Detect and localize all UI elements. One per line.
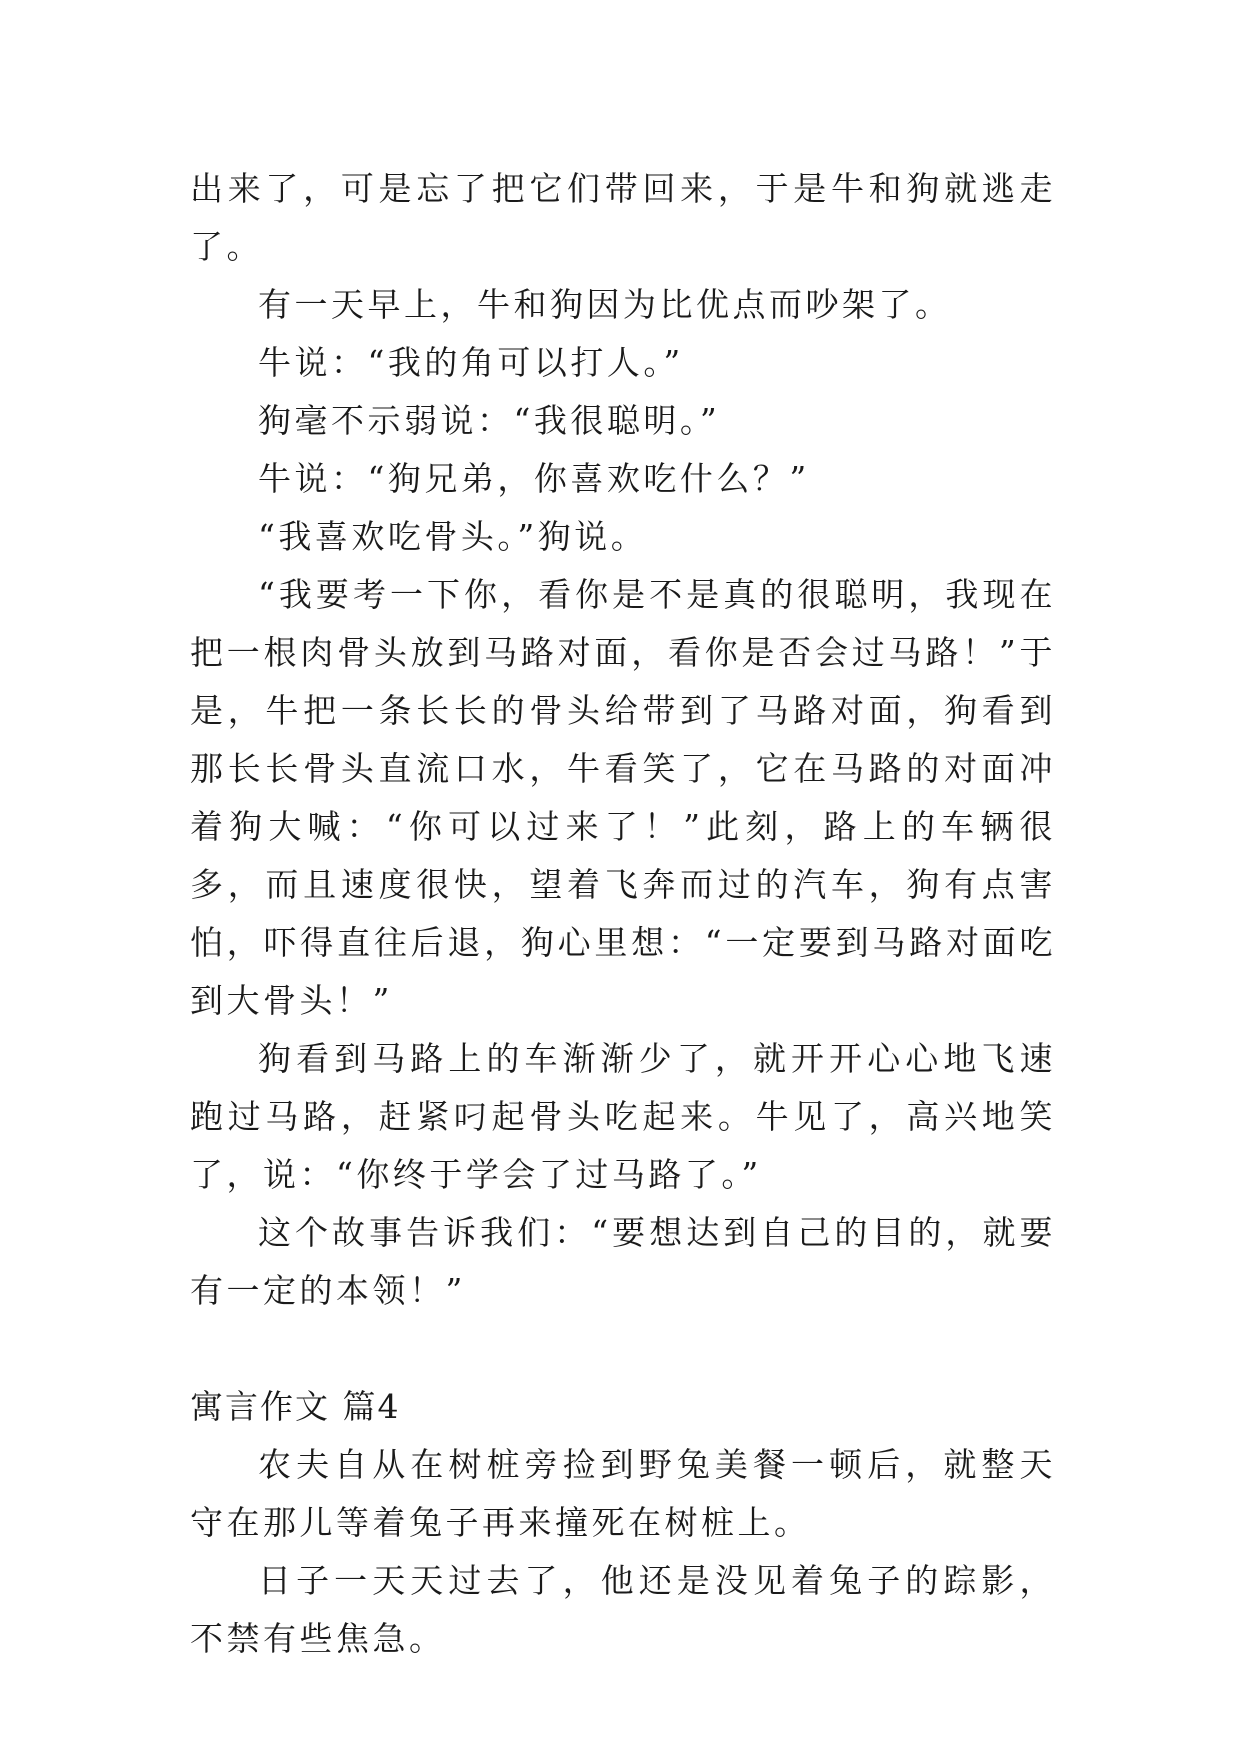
- paragraph: 日子一天天过去了，他还是没见着兔子的踪影，不禁有些焦急。: [190, 1561, 1056, 1658]
- paragraph: 狗毫不示弱说：“我很聪明。”: [258, 401, 721, 440]
- document-body: [190, 160, 1056, 1668]
- paragraph: 狗看到马路上的车渐渐少了，就开开心心地飞速跑过马路，赶紧叼起骨头吃起来。牛见了，高兴地笑了，说：“你终于学会了过马路了。”: [190, 1039, 1056, 1194]
- paragraph: 农夫自从在树桩旁捡到野兔美餐一顿后，就整天守在那儿等着兔子再来撞死在树桩上。: [190, 1445, 1056, 1542]
- paragraph: 牛说：“我的角可以打人。”: [258, 343, 684, 382]
- paragraph: 这个故事告诉我们：“要想达到自己的目的，就要有一定的本领！”: [190, 1213, 1056, 1310]
- paragraph: 有一天早上，牛和狗因为比优点而吵架了。: [258, 285, 952, 324]
- paragraph: “我喜欢吃骨头。”狗说。: [258, 517, 648, 556]
- paragraph: 出来了，可是忘了把它们带回来，于是牛和狗就逃走了。: [190, 169, 1056, 266]
- paragraph: “我要考一下你，看你是不是真的很聪明，我现在把一根肉骨头放到马路对面，看你是否会过马路！”于是，牛把一条长长的骨头给带到了马路对面，狗看到那长长骨头直流口水，牛看笑了，它在马路的对面冲着狗大喊：“你可以过来了！”此刻，路上的车辆很多，而且速度很快，望着飞奔而过的汽车，狗有点害怕，吓得直往后退，狗心里想：“一定要到马路对面吃到大骨头！”: [190, 575, 1056, 1020]
- paragraph: 牛说：“狗兄弟，你喜欢吃什么？”: [258, 459, 810, 498]
- section-heading: 寓言作文 篇4: [190, 1387, 401, 1426]
